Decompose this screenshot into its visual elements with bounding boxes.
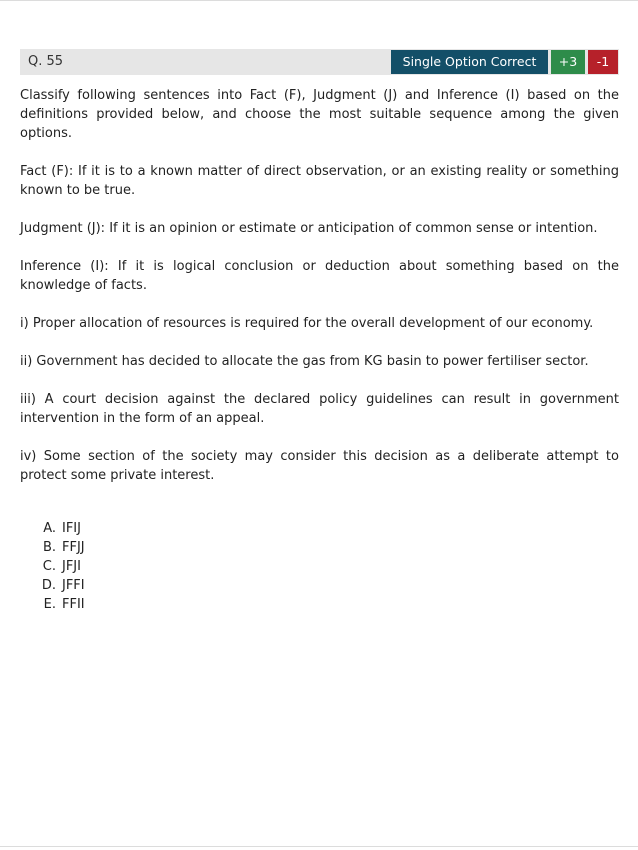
option-text: JFFI xyxy=(62,578,85,593)
option-d[interactable] xyxy=(30,576,330,595)
question-body xyxy=(20,86,619,504)
question-header xyxy=(20,49,619,75)
statement-3: iii) A court decision against the declared policy guidelines can result in government intervention in the form of an appeal. xyxy=(20,392,619,426)
option-letter: C. xyxy=(42,559,56,574)
question-number: Q. 55 xyxy=(28,54,64,69)
option-b[interactable] xyxy=(30,538,330,557)
option-letter: E. xyxy=(43,597,56,612)
option-e[interactable] xyxy=(30,595,330,614)
definition-judgment: Judgment (J): If it is an opinion or estimate or anticipation of common sense or intention. xyxy=(20,221,598,236)
definition-inference: Inference (I): If it is logical conclusion or deduction about something based on the knowledge of facts. xyxy=(20,259,619,293)
option-a[interactable] xyxy=(30,519,330,538)
option-letter: A. xyxy=(43,521,56,536)
option-text: JFJI xyxy=(62,559,81,574)
top-divider xyxy=(0,0,638,1)
option-letter: B. xyxy=(42,540,56,555)
option-text: FFII xyxy=(62,597,85,612)
statement-2: ii) Government has decided to allocate the gas from KG basin to power fertiliser sector. xyxy=(20,354,589,369)
statement-1: i) Proper allocation of resources is required for the overall development of our economy. xyxy=(20,316,594,331)
option-letter: D. xyxy=(41,578,56,593)
option-text: FFJJ xyxy=(62,540,85,555)
bottom-divider xyxy=(0,846,638,847)
question-type-badge: Single Option Correct xyxy=(391,50,548,74)
statement-4: iv) Some section of the society may consider this decision as a deliberate attempt to protect some private interest. xyxy=(20,449,619,483)
definition-fact: Fact (F): If it is to a known matter of direct observation, or an existing reality or something known to be true. xyxy=(20,164,619,198)
answer-options xyxy=(30,519,330,614)
option-text: IFIJ xyxy=(62,521,81,536)
question-instructions: Classify following sentences into Fact (F), Judgment (J) and Inference (I) based on the definitions provided below, and choose the most suitable sequence among the given options. xyxy=(20,88,619,141)
positive-marks-badge: +3 xyxy=(551,50,585,74)
negative-marks-badge: -1 xyxy=(588,50,618,74)
option-c[interactable] xyxy=(30,557,330,576)
